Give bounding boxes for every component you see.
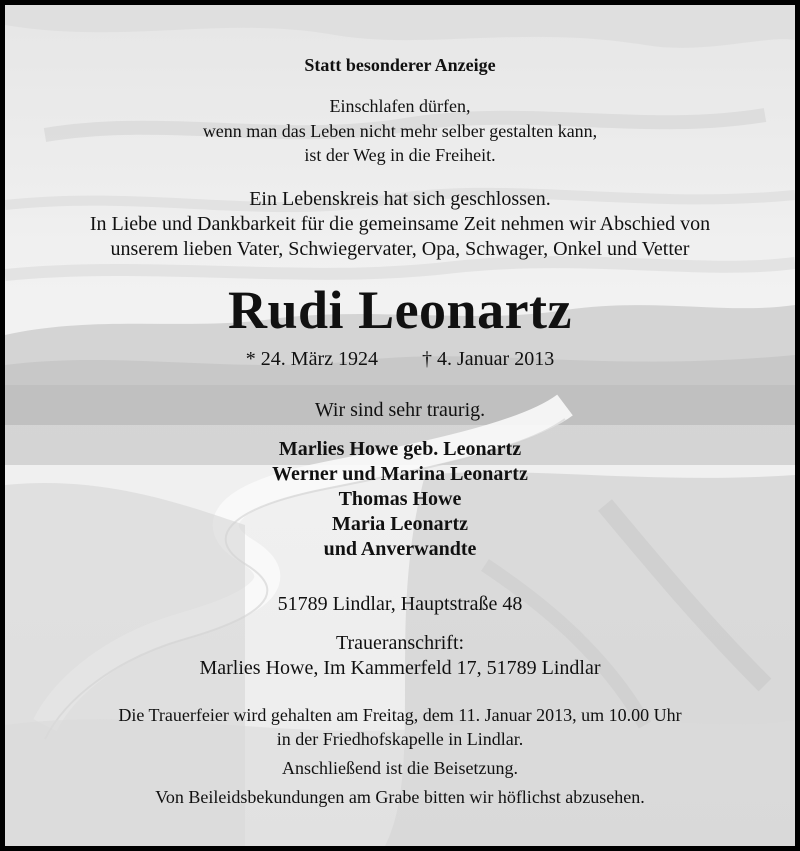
mourning-address-label: Traueranschrift: (335, 632, 465, 654)
service-line-3: Anschließend ist die Beisetzung. (282, 758, 518, 778)
death-date: † 4. Januar 2013 (422, 348, 555, 370)
mourning-address-value: Marlies Howe, Im Kammerfeld 17, 51789 Lindlar (199, 657, 601, 679)
service-line-4: Von Beileidsbekundungen am Grabe bitten wir höflichst abzusehen. (155, 787, 645, 807)
mourner-2: Werner und Marina Leonartz (272, 463, 528, 485)
intro-line-2: In Liebe und Dankbarkeit für die gemeinsame Zeit nehmen wir Abschied von (89, 213, 711, 235)
family-address: 51789 Lindlar, Hauptstraße 48 (277, 593, 523, 615)
mourner-1: Marlies Howe geb. Leonartz (278, 438, 522, 460)
mourner-4: Maria Leonartz (331, 513, 469, 535)
mourner-5: und Anverwandte (323, 538, 477, 560)
service-line-2: in der Friedhofskapelle in Lindlar. (276, 729, 524, 749)
intro-line-3: unserem lieben Vater, Schwiegervater, Opa, Schwager, Onkel und Vetter (110, 238, 690, 260)
birth-date: * 24. März 1924 (245, 348, 378, 370)
poem-line-1: Einschlafen dürfen, (329, 96, 471, 116)
notice-heading: Statt besonderer Anzeige (304, 55, 496, 75)
deceased-name: Rudi Leonartz (228, 280, 572, 340)
poem-line-2: wenn man das Leben nicht mehr selber gestalten kann, (202, 121, 598, 141)
service-line-1: Die Trauerfeier wird gehalten am Freitag, dem 11. Januar 2013, um 10.00 Uhr (118, 705, 682, 725)
life-dates (5, 348, 795, 371)
poem-line-3: ist der Weg in die Freiheit. (304, 145, 496, 165)
sentiment-text: Wir sind sehr traurig. (314, 399, 486, 421)
mourner-3: Thomas Howe (338, 488, 462, 510)
intro-line-1: Ein Lebenskreis hat sich geschlossen. (249, 188, 551, 210)
